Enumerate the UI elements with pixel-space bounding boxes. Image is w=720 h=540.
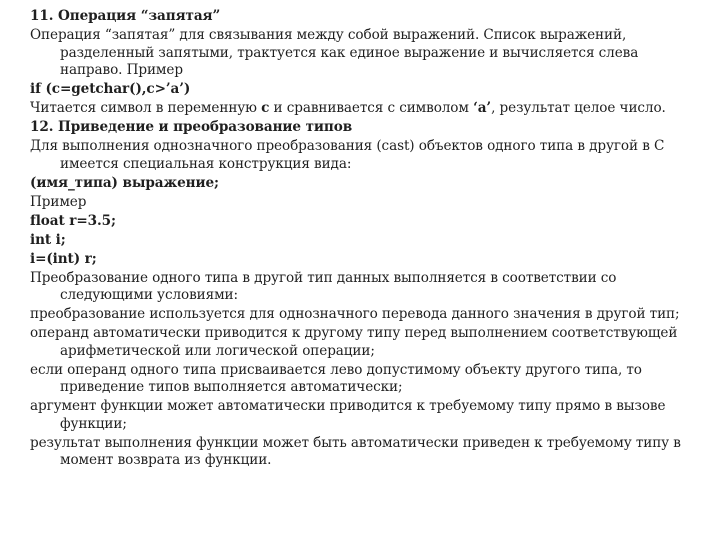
explain-text-3: , результат целое число.	[491, 100, 666, 116]
explain-variable: c	[261, 100, 270, 116]
condition-item: результат выполнения функции может быть автоматически приведен к требуемому типу в момент возврата из функции.	[30, 434, 681, 468]
explain-char: ‘a’	[473, 100, 492, 116]
section-heading-comma-operator: 11. Операция “запятая”	[30, 8, 221, 24]
condition-item: аргумент функции может автоматически приводится к требуемому типу прямо в вызове функции;	[30, 398, 666, 432]
comma-operator-description: Операция “запятая” для связывания между собой выражений. Список выражений, разделенный запятыми, трактуется как единое выражение и вычисляется слева направо. Пример	[30, 27, 639, 78]
code-line: int i;	[30, 231, 66, 248]
example-label: Пример	[30, 193, 87, 210]
comma-example-code: if (c=getchar(),c>’a’)	[30, 81, 191, 97]
code-line: float r=3.5;	[30, 212, 116, 229]
conditions-intro: Преобразование одного типа в другой тип данных выполняется в соответствии со следующими условиями:	[30, 269, 617, 303]
cast-syntax: (имя_типа) выражение;	[30, 174, 219, 191]
code-line: i=(int) r;	[30, 250, 97, 267]
explain-text-1: Читается символ в переменную	[30, 100, 262, 116]
condition-item: если операнд одного типа присваивается лево допустимому объекту другого типа, то приведение типов выполняется автоматически;	[30, 361, 642, 395]
explain-text-2: и сравнивается с символом	[269, 100, 474, 116]
comma-example-explanation	[30, 100, 695, 118]
condition-item: операнд автоматически приводится к другому типу перед выполнением соответствующей арифметической или логической операции;	[30, 325, 678, 359]
condition-item: преобразование используется для однозначного перевода данного значения в другой тип;	[30, 306, 680, 322]
cast-description: Для выполнения однозначного преобразования (cast) объектов одного типа в другой в C имеется специальная конструкция вида:	[30, 138, 665, 172]
document-page	[30, 8, 695, 471]
section-heading-type-casting: 12. Приведение и преобразование типов	[30, 119, 353, 135]
